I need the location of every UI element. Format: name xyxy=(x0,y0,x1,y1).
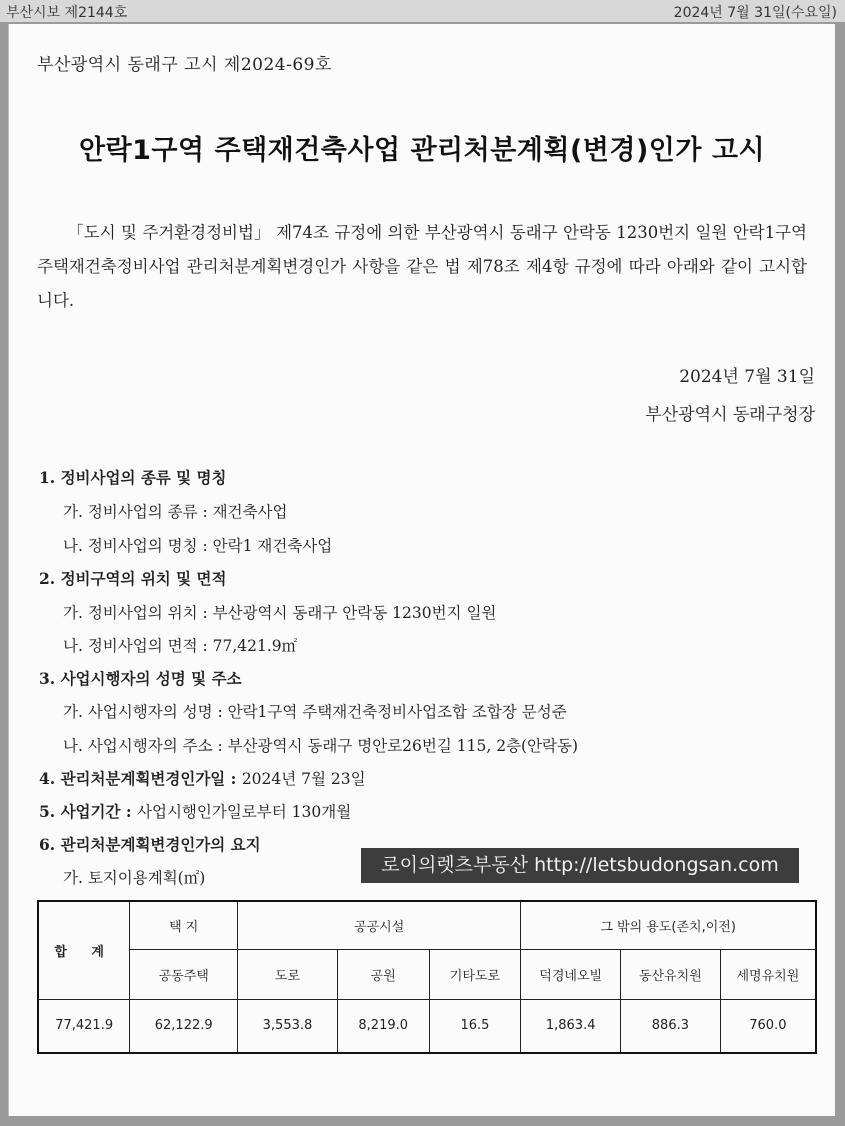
table-cell: 886.3 xyxy=(621,999,721,1053)
table-cell: 62,122.9 xyxy=(130,999,238,1053)
section-5-value: 사업시행인가일로부터 130개월 xyxy=(137,803,352,821)
table-header-other: 그 밖의 용도(존치,이전) xyxy=(521,901,816,949)
notice-issuer: 부산광역시 동래구청장 xyxy=(645,405,815,425)
table-cell: 8,219.0 xyxy=(337,999,429,1053)
notice-body-text: 「도시 및 주거환경정비법」 제74조 규정에 의한 부산광역시 동래구 안락동 1230번지 일원 안락1구역 주택재건축정비사업 관리처분계획변경인가 사항을 같은 법 제78조 제4항 규정에 따라 아래와 같이 고시합니다. xyxy=(37,223,807,310)
notice-number: 부산광역시 동래구 고시 제2024-69호 xyxy=(37,55,332,75)
notice-title: 안락1구역 주택재건축사업 관리처분계획(변경)인가 고시 xyxy=(78,135,766,166)
table-subheader: 덕경네오빌 xyxy=(521,949,621,999)
table-cell: 760.0 xyxy=(720,999,816,1053)
notice-body xyxy=(37,216,807,318)
section-1-item-a: 가. 정비사업의 종류 : 재건축사업 xyxy=(63,503,288,521)
table-subheader: 세명유치원 xyxy=(720,949,816,999)
gazette-header-bar xyxy=(0,0,845,22)
section-4-value: 2024년 7월 23일 xyxy=(241,770,366,788)
section-1-item-b: 나. 정비사업의 명칭 : 안락1 재건축사업 xyxy=(63,537,333,555)
table-subheader: 공원 xyxy=(337,949,429,999)
table-cell: 77,421.9 xyxy=(38,999,130,1053)
table-subheader: 동산유치원 xyxy=(621,949,721,999)
gazette-issue-number: 부산시보 제2144호 xyxy=(6,5,128,21)
table-subheader: 도로 xyxy=(238,949,338,999)
table-header-land: 택 지 xyxy=(130,901,238,949)
section-6-item-a: 가. 토지이용계획(㎡) xyxy=(63,869,206,887)
section-3-title: 3. 사업시행자의 성명 및 주소 xyxy=(39,669,242,688)
table-cell: 16.5 xyxy=(429,999,521,1053)
section-5-title: 5. 사업기간 : xyxy=(39,802,132,821)
land-use-table xyxy=(37,900,817,1054)
table-row xyxy=(38,999,816,1053)
section-4-title: 4. 관리처분계획변경인가일 : xyxy=(39,769,237,788)
table-header-row-2 xyxy=(38,949,816,999)
table-subheader: 기타도로 xyxy=(429,949,521,999)
notice-date: 2024년 7월 31일 xyxy=(679,367,815,387)
table-cell: 1,863.4 xyxy=(521,999,621,1053)
section-5 xyxy=(39,800,351,822)
section-2-item-a: 가. 정비사업의 위치 : 부산광역시 동래구 안락동 1230번지 일원 xyxy=(63,604,497,622)
section-3-item-a: 가. 사업시행자의 성명 : 안락1구역 주택재건축정비사업조합 조합장 문성준 xyxy=(63,703,567,721)
section-3-item-b: 나. 사업시행자의 주소 : 부산광역시 동래구 명안로26번길 115, 2층(안락동) xyxy=(63,737,579,755)
table-cell: 3,553.8 xyxy=(238,999,338,1053)
section-1-title: 1. 정비사업의 종류 및 명칭 xyxy=(39,468,227,487)
watermark-banner: 로이의렛츠부동산 http://letsbudongsan.com xyxy=(361,848,799,883)
notice-page xyxy=(8,24,835,1116)
table-subheader: 공동주택 xyxy=(130,949,238,999)
table-header-public: 공공시설 xyxy=(238,901,521,949)
table-header-row-1 xyxy=(38,901,816,949)
section-6-title: 6. 관리처분계획변경인가의 요지 xyxy=(39,835,261,854)
section-2-title: 2. 정비구역의 위치 및 면적 xyxy=(39,569,227,588)
gazette-issue-date: 2024년 7월 31일(수요일) xyxy=(673,5,837,21)
section-4 xyxy=(39,767,366,789)
table-header-total: 합 계 xyxy=(38,901,130,999)
section-2-item-b: 나. 정비사업의 면적 : 77,421.9㎡ xyxy=(63,637,298,655)
